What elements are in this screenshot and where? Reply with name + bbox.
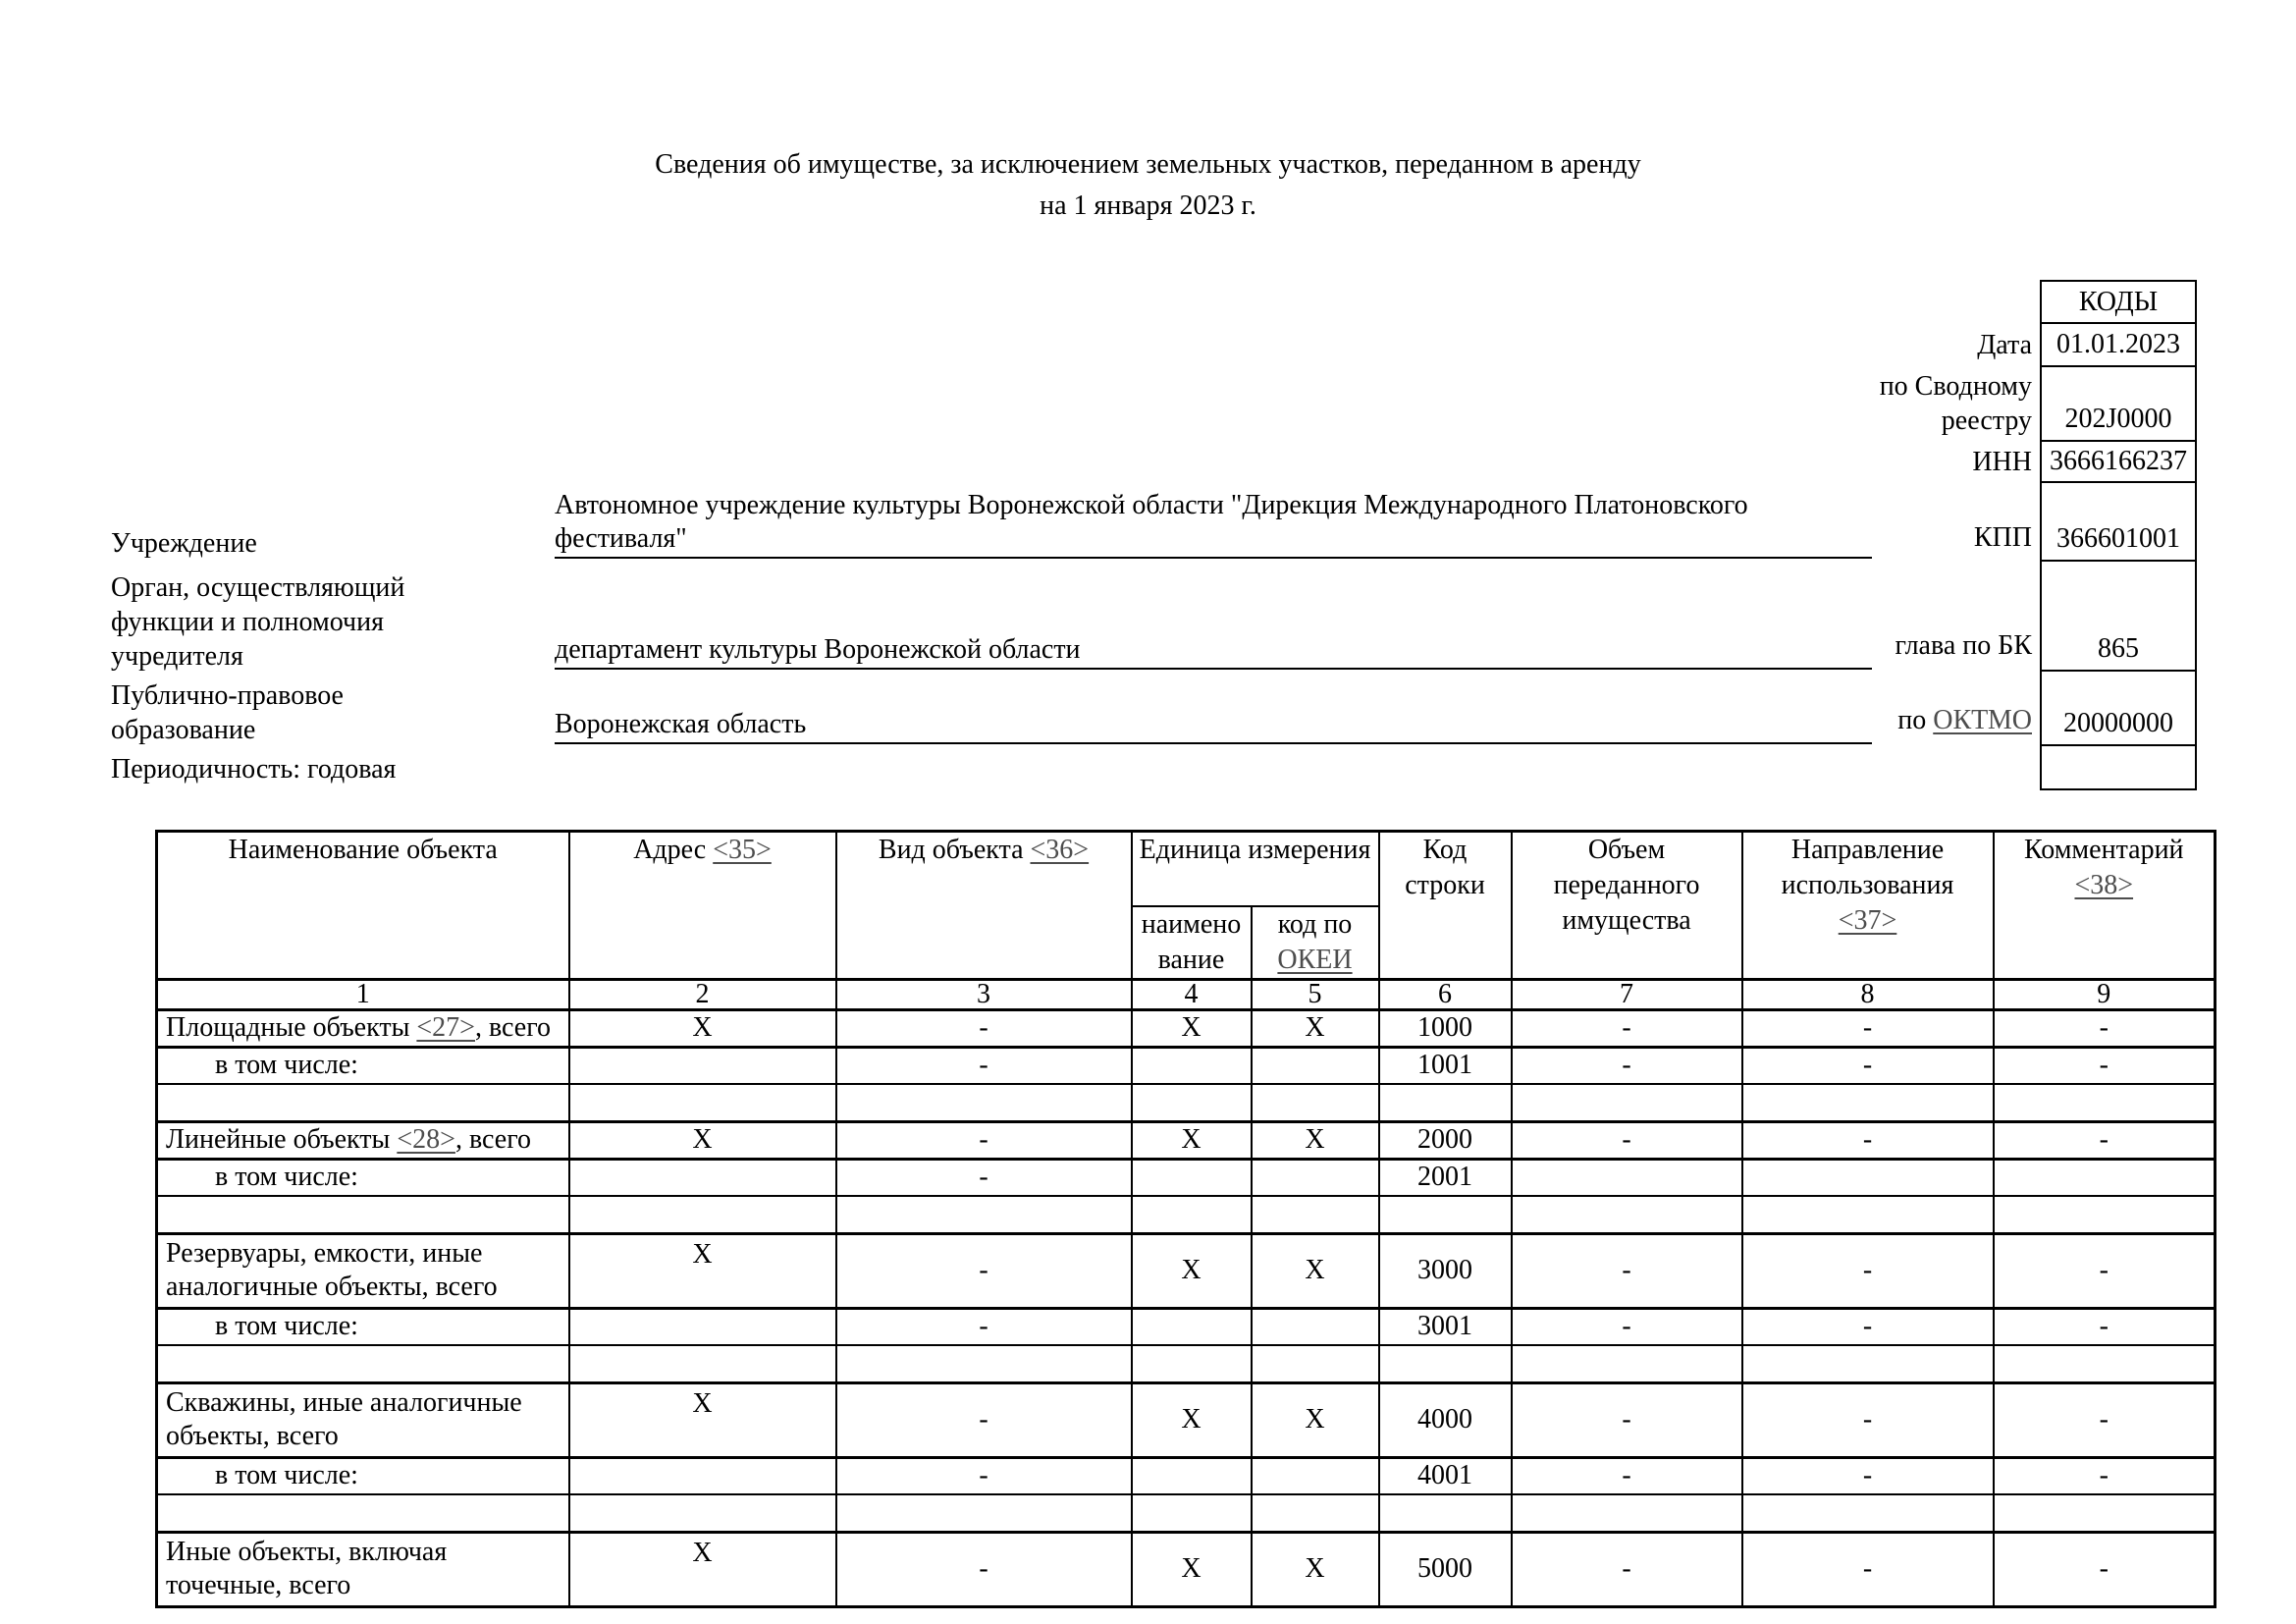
header-unit-name-line2: вание [1157,944,1225,975]
cell-col7 [1512,1084,1742,1121]
cell-col8: - [1742,1457,1994,1494]
header-line-code: Код строки [1379,832,1512,980]
col-number: 3 [836,979,1132,1009]
cell-col4 [1132,1047,1252,1084]
table-row [157,1009,2216,1047]
cell-col7: - [1512,1009,1742,1047]
founder-value: департамент культуры Воронежской области [555,633,1872,670]
cell-col9 [1994,1345,2216,1382]
object-name-cell [157,1233,569,1308]
object-name-cell [157,1494,569,1532]
col-number: 4 [1132,979,1252,1009]
cell-col7 [1512,1494,1742,1532]
cell-col9: - [1994,1532,2216,1606]
cell-col3: - [836,1457,1132,1494]
cell-col2: X [569,1532,836,1606]
cell-col9: - [1994,1121,2216,1159]
header-unit-code [1252,906,1379,980]
cell-col2 [569,1345,836,1382]
cell-col3: - [836,1532,1132,1606]
document-title-line2: на 1 января 2023 г. [1040,190,1256,221]
cell-col8: - [1742,1009,1994,1047]
cell-col9: - [1994,1009,2216,1047]
object-name-cell [157,1532,569,1606]
cell-col3: - [836,1233,1132,1308]
cell-col3: - [836,1121,1132,1159]
registry-label [1777,369,2032,438]
codes-oktmo-value: 20000000 [2042,670,2195,744]
oktmo-label-pre: по [1897,705,1934,735]
table-row [157,1159,2216,1196]
col-number: 6 [1379,979,1512,1009]
object-name-cell [157,1196,569,1233]
cell-col3 [836,1494,1132,1532]
cell-col6: 1000 [1379,1009,1512,1047]
cell-col7 [1512,1196,1742,1233]
footnote-ref-38[interactable]: <38> [2074,870,2134,900]
cell-col6 [1379,1345,1512,1382]
cell-col5: X [1252,1121,1379,1159]
table-header-row-1 [157,832,2216,906]
header-object-name: Наименование объекта [157,832,569,980]
column-numbers-row [157,979,2216,1009]
cell-col6 [1379,1494,1512,1532]
table-row [157,1494,2216,1532]
cell-col4: X [1132,1532,1252,1606]
institution-value: Автономное учреждение культуры Воронежской области "Дирекция Международного Платоновского фестиваля" [555,489,1872,559]
cell-col9 [1994,1494,2216,1532]
object-name-cell [157,1084,569,1121]
registry-label-line2: реестру [1941,406,2032,436]
cell-col8: - [1742,1532,1994,1606]
cell-col5: X [1252,1532,1379,1606]
cell-col2: X [569,1121,836,1159]
cell-col4: X [1132,1009,1252,1047]
cell-col4: X [1132,1382,1252,1457]
cell-col8: - [1742,1308,1994,1345]
cell-col5 [1252,1159,1379,1196]
cell-col6: 2001 [1379,1159,1512,1196]
footnote-ref-36[interactable]: <36> [1030,835,1090,865]
header-unit-code-text: код по [1277,908,1353,940]
object-name-text: Скважины, иные аналогичные объекты, всего [166,1387,522,1451]
cell-col5: X [1252,1233,1379,1308]
col-number: 7 [1512,979,1742,1009]
cell-col5 [1252,1047,1379,1084]
codes-registry-value: 202J0000 [2042,365,2195,440]
cell-col3 [836,1345,1132,1382]
object-name-text: в том числе: [215,1311,358,1342]
cell-col5 [1252,1196,1379,1233]
cell-col2: X [569,1233,836,1308]
codes-inn-value: 3666166237 [2042,440,2195,481]
cell-col2 [569,1308,836,1345]
object-name-text: в том числе: [215,1162,358,1193]
cell-col8 [1742,1084,1994,1121]
cell-col9: - [1994,1047,2216,1084]
cell-col8: - [1742,1047,1994,1084]
cell-col4: X [1132,1121,1252,1159]
cell-col7: - [1512,1308,1742,1345]
header-address-text: Адрес [633,835,714,865]
cell-col5: X [1252,1009,1379,1047]
founder-label: Орган, осуществляющий функции и полномочия учредителя [111,572,405,672]
cell-col7 [1512,1345,1742,1382]
cell-col7: - [1512,1532,1742,1606]
cell-col6: 3000 [1379,1233,1512,1308]
table-row [157,1196,2216,1233]
header-object-type [836,832,1132,980]
object-name-text: Резервуары, емкости, иные аналогичные объекты, всего [166,1238,498,1302]
cell-col8 [1742,1159,1994,1196]
table-row [157,1382,2216,1457]
cell-col2 [569,1159,836,1196]
cell-col5 [1252,1457,1379,1494]
cell-col2 [569,1047,836,1084]
cell-col8 [1742,1345,1994,1382]
col-number: 9 [1994,979,2216,1009]
col-number: 1 [157,979,569,1009]
footnote-ref-27[interactable]: <27> [416,1012,475,1043]
cell-col2 [569,1084,836,1121]
cell-col8 [1742,1494,1994,1532]
codes-kpp-value: 366601001 [2042,481,2195,560]
cell-col6: 1001 [1379,1047,1512,1084]
table-row [157,1121,2216,1159]
footnote-ref-okei[interactable]: ОКЕИ [1277,944,1353,975]
cell-col8: - [1742,1382,1994,1457]
cell-col4 [1132,1457,1252,1494]
object-name-cell [157,1382,569,1457]
registry-label-line1: по Сводному [1879,371,2032,402]
document-title-line1: Сведения об имуществе, за исключением земельных участков, переданном в аренду [655,149,1641,180]
cell-col5 [1252,1345,1379,1382]
table-row [157,1308,2216,1345]
cell-col7 [1512,1159,1742,1196]
cell-col5 [1252,1308,1379,1345]
property-table [155,830,2216,1608]
header-comment [1994,832,2216,980]
cell-col6 [1379,1196,1512,1233]
public-entity-value: Воронежская область [555,708,1872,744]
cell-col5 [1252,1084,1379,1121]
table-row [157,1047,2216,1084]
cell-col7: - [1512,1121,1742,1159]
cell-col2 [569,1494,836,1532]
cell-col9: - [1994,1308,2216,1345]
col-number: 8 [1742,979,1994,1009]
cell-col4 [1132,1159,1252,1196]
cell-col4 [1132,1084,1252,1121]
object-name-text-suffix: , всего [474,1012,552,1043]
cell-col4 [1132,1308,1252,1345]
cell-col7: - [1512,1382,1742,1457]
cell-col5 [1252,1494,1379,1532]
cell-col3: - [836,1159,1132,1196]
cell-col4 [1132,1196,1252,1233]
cell-col7: - [1512,1047,1742,1084]
cell-col8: - [1742,1233,1994,1308]
object-name-text: в том числе: [215,1050,358,1081]
codes-empty-cell [2042,744,2195,788]
header-volume: Объем переданного имущества [1512,832,1742,980]
cell-col2 [569,1196,836,1233]
oktmo-ref-link[interactable]: ОКТМО [1933,705,2032,735]
cell-col4: X [1132,1233,1252,1308]
cell-col9: - [1994,1457,2216,1494]
object-name-cell [157,1009,569,1047]
bk-label: глава по БК [1895,630,2032,661]
table-row [157,1532,2216,1606]
cell-col2 [569,1457,836,1494]
object-name-cell [157,1457,569,1494]
cell-col3 [836,1196,1132,1233]
object-name-cell [157,1047,569,1084]
cell-col3: - [836,1009,1132,1047]
object-name-text: Иные объекты, включая точечные, всего [166,1537,448,1600]
col-number: 2 [569,979,836,1009]
cell-col4 [1132,1494,1252,1532]
cell-col4 [1132,1345,1252,1382]
footnote-ref-28[interactable]: <28> [397,1124,455,1155]
codes-bk-value: 865 [2042,560,2195,670]
cell-col2: X [569,1382,836,1457]
cell-col9: - [1994,1382,2216,1457]
cell-col8 [1742,1196,1994,1233]
cell-col6: 4001 [1379,1457,1512,1494]
header-unit-name-line1: наимено [1141,908,1242,940]
cell-col9 [1994,1196,2216,1233]
object-name-cell [157,1159,569,1196]
cell-col2: X [569,1009,836,1047]
table-body [157,1009,2216,1606]
institution-label: Учреждение [111,528,257,559]
object-name-text-suffix: , всего [454,1124,531,1155]
footnote-ref-35[interactable]: <35> [713,835,772,865]
periodicity-label: Периодичность: годовая [111,754,397,785]
table-row [157,1345,2216,1382]
codes-box-header: КОДЫ [2078,286,2159,317]
object-name-cell [157,1345,569,1382]
object-name-text: Площадные объекты [166,1012,417,1043]
cell-col3: - [836,1047,1132,1084]
header-usage-direction [1742,832,1994,980]
kpp-label: КПП [1973,522,2032,553]
object-name-text: в том числе: [215,1460,358,1491]
cell-col7: - [1512,1233,1742,1308]
cell-col6: 5000 [1379,1532,1512,1606]
object-name-cell [157,1308,569,1345]
table-row [157,1084,2216,1121]
header-unit-name [1132,906,1252,980]
cell-col3 [836,1084,1132,1121]
table-row [157,1233,2216,1308]
col-number: 5 [1252,979,1379,1009]
header-unit: Единица измерения [1132,832,1379,906]
footnote-ref-37[interactable]: <37> [1838,905,1897,936]
table-row [157,1457,2216,1494]
cell-col9 [1994,1159,2216,1196]
cell-col6 [1379,1084,1512,1121]
cell-col5: X [1252,1382,1379,1457]
cell-col6: 4000 [1379,1382,1512,1457]
cell-col3: - [836,1382,1132,1457]
cell-col6: 3001 [1379,1308,1512,1345]
header-usage-direction-text: Направление использования [1781,835,1954,900]
header-object-type-text: Вид объекта [878,835,1031,865]
codes-date-value: 01.01.2023 [2042,322,2195,365]
cell-col8: - [1742,1121,1994,1159]
cell-col9 [1994,1084,2216,1121]
cell-col7: - [1512,1457,1742,1494]
header-comment-text: Комментарий [2023,835,2184,865]
object-name-text: Линейные объекты [166,1124,398,1155]
cell-col3: - [836,1308,1132,1345]
public-entity-label: Публично-правовое образование [111,680,344,745]
date-label: Дата [1977,330,2032,360]
object-name-cell [157,1121,569,1159]
cell-col9: - [1994,1233,2216,1308]
cell-col6: 2000 [1379,1121,1512,1159]
inn-label: ИНН [1972,447,2032,477]
header-address [569,832,836,980]
codes-box [2040,280,2197,790]
